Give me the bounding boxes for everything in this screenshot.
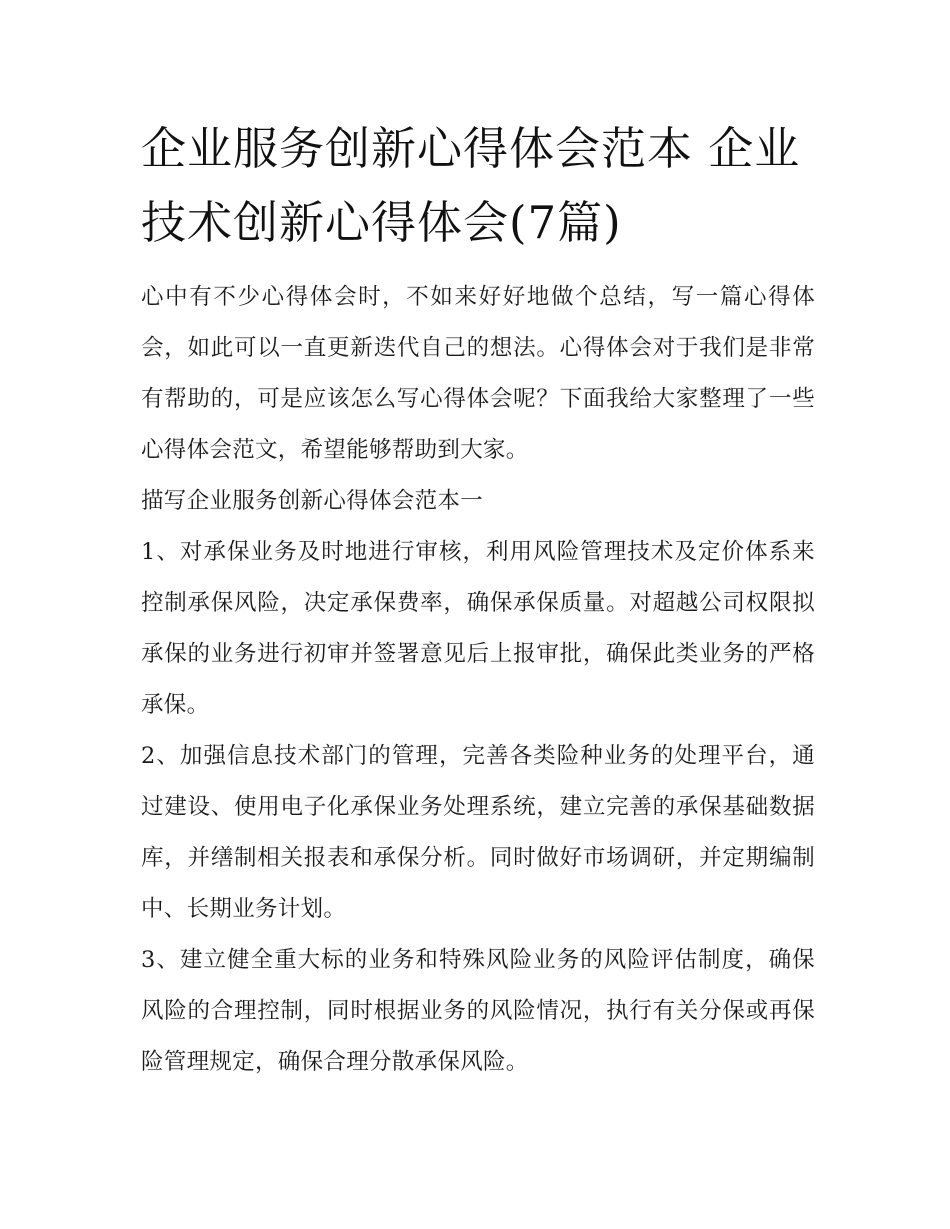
intro-paragraph: 心中有不少心得体会时，不如来好好地做个总结，写一篇心得体会，如此可以一直更新迭代自己的想法。心得体会对于我们是非常有帮助的，可是应该怎么写心得体会呢？下面我给大家整理了一些心得体会范文，希望能够帮助到大家。 xyxy=(141,284,815,463)
document-title: 企业服务创新心得体会范本 企业技术创新心得体会(7篇) xyxy=(141,122,801,249)
list-item: 1、对承保业务及时地进行审核，利用风险管理技术及定价体系来控制承保风险，决定承保费率，确保承保质量。对超越公司权限拟承保的业务进行初审并签署意见后上报审批，确保此类业务的严格承保。 xyxy=(141,539,815,718)
list-item: 3、建立健全重大标的业务和特殊风险业务的风险评估制度，确保风险的合理控制，同时根据业务的风险情况，执行有关分保或再保险管理规定，确保合理分散承保风险。 xyxy=(141,947,815,1075)
list-item: 2、加强信息技术部门的管理，完善各类险种业务的处理平台，通过建设、使用电子化承保业务处理系统，建立完善的承保基础数据库，并缮制相关报表和承保分析。同时做好市场调研，并定期编制中、长期业务计划。 xyxy=(141,743,815,922)
document-body xyxy=(141,112,815,1088)
section-heading: 描写企业服务创新心得体会范本一 xyxy=(141,488,484,514)
